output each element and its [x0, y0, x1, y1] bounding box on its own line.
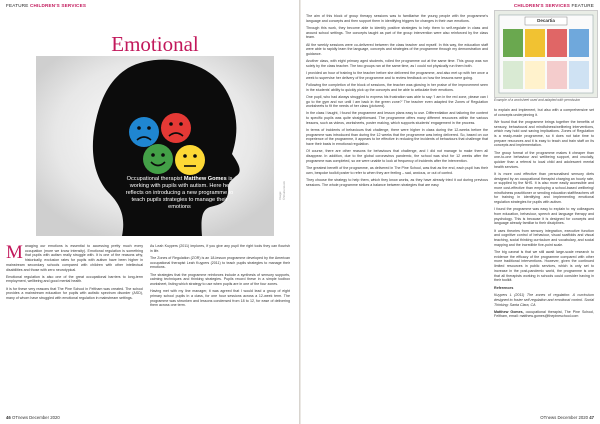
article-title: Emotional	[111, 32, 199, 56]
right-footer	[540, 415, 594, 420]
paragraph: It is for these very reasons that The Pine School in Feltham was created. The school provides a mainstream education for pupils with autistic spectrum disorder (ASD), many of whom have struggled with emotional regulation in mainstream settings.	[6, 286, 143, 301]
paragraph: One pupil, who had always struggled to express his frustration was able to say: 'I am in the red zone, please can I go to the gym and run until I am back in the green zone?' The teacher even adapted the Zones of Regulation worksheets to fit the needs of her class (pictured).	[306, 94, 488, 109]
paragraph: They choose the strategy to help them, which they know works, as they have already tried it out during previous sessions. The whole programme strikes a balance between strategies that are easy	[306, 177, 488, 187]
right-running-header	[514, 3, 594, 8]
left-running-header	[6, 3, 86, 8]
paragraph: All the weekly sessions were co-delivered between the class teacher and myself. In this way, the education staff were able to rapidly learn the language, concepts and strategies of the programme through my demonstration and guidance.	[306, 42, 488, 56]
paragraph: The aim of this block of group therapy sessions was to familiarise the young people with the programme's language and concepts and then support them in identifying triggers for changes in their own emotions.	[306, 14, 488, 23]
page-number: 46	[6, 415, 11, 420]
paragraph: The big caveat is that we still await large-scale research to evidence the efficacy of the programme compared with other more traditional interventions. However, given the continued limited resources in public services, which is only set to increase in the post-pandemic world, the programme is one that all therapists working in schools could consider having in their toolkit.	[494, 249, 594, 283]
paragraph: to explain and implement, but also with a comprehensive set of concepts underpinning it.	[494, 108, 594, 117]
paragraph: Of course, there are other reasons for behaviours that challenge, and I did not manage to make them all disappear. In addition, due to the global coronavirus pandemic, the school was shut for 12 weeks after the programme was completed, so we were unable to look at frequency of incidents after the intervention.	[306, 149, 488, 163]
reference-entry: Kuypers L (2011) The zones of regulation: A curriculum designed to foster self-regulation and emotional control. Social Thinking: Santa Clara, CA	[494, 293, 594, 307]
references-heading: References	[494, 285, 514, 290]
page-number: 47	[589, 415, 594, 420]
section-label: FEATURE	[571, 3, 594, 8]
neutral-face-icon	[175, 145, 205, 175]
worksheet-board-image	[495, 11, 597, 97]
category-label: CHILDREN'S SERVICES	[29, 3, 87, 8]
page-gutter	[299, 0, 301, 424]
section-label: FEATURE	[6, 3, 29, 8]
paragraph: In terms of incidents of behaviours that challenge, there were higher in class during the 12-weeks before the programme was introduced than during the 12 weeks that the programme was being delivered. So, based on our experience of the programme, it appears to be effective in reducing the incidents of behaviours that challenge that have their basis in emotional regulation.	[306, 128, 488, 147]
standfirst-text: is working with pupils with autism. Here he reflects on introducing a new programme to teach pupils strategies to manage their emotions	[125, 176, 234, 211]
paragraph: It uses theories from sensory integration, executive function and cognitive control of behaviour, visual scaffolds and visual teaching, social thinking curriculum and vocabulary, and social mapping and the incredible five-point scale.	[494, 228, 594, 247]
image-credit: Image: ©Shutterstock	[278, 181, 286, 200]
paragraph: In the class I taught, I found the programme and lesson plans easy to use. Differentiation and tailoring the content to specific pupils was quite straightforward. The programme offers many different resources within the various lessons, such as videos, worksheets, poster making, which supports students' engagement in the process.	[306, 111, 488, 125]
magazine-issue: OTnews December 2020	[11, 415, 60, 420]
author-name: Matthew Gomes,	[494, 309, 524, 314]
paragraph: Following the completion of the block of sessions, the teacher was glowing in her praise of the improvement seen in the students' ability to quickly pick up the concepts and be able to articulate their emotions.	[306, 82, 488, 92]
paragraph: We found that the programme brings together the benefits of sensory, behavioural and mindfulness/wellbeing interventions, which may hold cost saving implications. Zones of Regulation is a ready-made programme, so it does not take time to prepare resources and it is easy to teach and train staff on its concepts and implementation.	[494, 119, 594, 148]
paragraph: It is more cost effective than personalised sensory diets designed by an occupational therapist charging an hourly rate, or supplied by the NHS. It is also more easily accessible and more cost-effective than employing a school-based wellbeing/ mindfulness practitioner or sending education staff/teachers off for training in identifying and implementing emotional regulation strategies for pupils with autism.	[494, 171, 594, 205]
board-title: Decartia	[537, 18, 555, 23]
paragraph: The strategies that the programme reinforces include a synthesis of sensory supports, calming techniques and thinking strategies. Pupils record these in a simple toolbox worksheet, listing which strategy to use when pupils are in one of the four zones.	[150, 272, 290, 286]
left-footer	[6, 415, 60, 420]
body-column-4	[494, 108, 594, 322]
paragraph: The Zones of Regulation (ZOR) is an 18-lesson programme developed by the American occupational therapist Leah Kuypers (2011) to teach pupils strategies to manage their emotions.	[150, 255, 290, 270]
magazine-issue: OTnews December 2020	[540, 415, 589, 420]
paragraph: As Leah Kuypers (2011) implores, if you give any pupil the right tools they can flourish in life.	[150, 244, 290, 253]
paragraph: I found the programme was easy to explain to my colleagues from education, behaviour, speech and language therapy and psychology. This is because it is designed for concepts and language already familiar to their disciplines.	[494, 207, 594, 226]
author-bio: occupational therapist, The Pine School, Feltham, email: matthew.gomes@thepineschool.com	[494, 309, 595, 319]
paragraph: anaging our emotions is essential to accessing pretty much every occupation (more we know intensity). Emotional regulation is something that pupils with autism really struggle with. It is one of the reasons why, historically, exclusion rates for pupils with autism have been higher in mainstream secondary schools compared with children with other intellectual disabilities and those with zero neurotypical.	[6, 244, 143, 272]
angry-face-icon	[161, 113, 191, 143]
sad-face-icon	[129, 117, 159, 147]
paragraph: Emotional regulation is also one of the great occupational barriers to long-term employment, wellbeing and good mental health.	[6, 274, 143, 284]
happy-face-icon	[143, 144, 173, 174]
category-label: CHILDREN'S SERVICES	[513, 3, 571, 8]
standfirst	[122, 176, 237, 211]
standfirst-pre: Occupational therapist	[126, 176, 183, 182]
standfirst-author: Matthew Gomes	[183, 176, 227, 182]
paragraph: The greatest benefit of the programme, as delivered in The Pine School, was that as the end, each pupil has their own, bespoke toolkit poster to refer to when they are feeling – sad, anxious, or out of control.	[306, 165, 488, 175]
paragraph: The group format of the programme makes it cheaper than one-to-one behaviour and wellbeing support, and crucially, quicker than a referral to local child and adolescent mental health services.	[494, 150, 594, 169]
paragraph: Another class, with eight primary aged students, rolled the programme out at the same time. This group was run solely by the class teacher. The two groups ran at the same time, as I could not physically run them both.	[306, 59, 488, 68]
paragraph: I provided an hour of training to the teacher before she delivered the programme, and also met up with her once a week to supervise her delivery of the programme and to review feedback on how the lessons were going.	[306, 71, 488, 80]
photo-caption: Example of a worksheet used and adapted with permission	[494, 98, 581, 102]
drop-cap: M	[6, 242, 23, 263]
body-column-2	[150, 244, 290, 310]
paragraph: Through this work, they become able to identify positive strategies to help them to self-regulate in class and around school settings. The concepts taught as part of the group intervention were also reinforced by the class team.	[306, 25, 488, 40]
body-column-3	[306, 14, 488, 190]
paragraph: Having met with my line manager, it was agreed that I would lead a group of eight primary school pupils in a class, for one hour sessions across a 12-week term. The programme was shrunken and lessons condensed from 18 to 12, for ease of delivering them across one term.	[150, 289, 290, 308]
worksheet-photo	[494, 10, 598, 98]
body-column-1	[6, 244, 143, 303]
